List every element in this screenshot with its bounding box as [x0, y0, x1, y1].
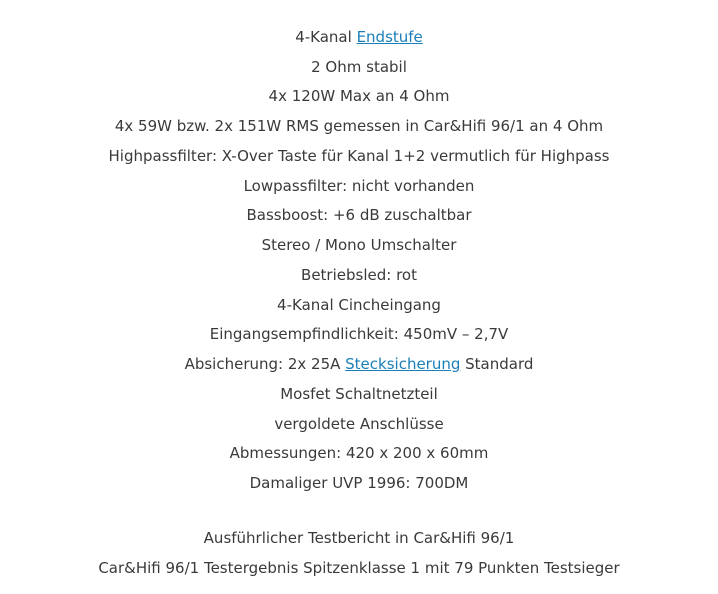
spec-line-impedance: 2 Ohm stabil: [311, 58, 407, 76]
spec-title-text: 4-Kanal: [295, 28, 357, 46]
spec-line-led: Betriebsled: rot: [301, 266, 417, 284]
endstufe-link[interactable]: Endstufe: [356, 28, 423, 46]
spec-line-lowpass: Lowpassfilter: nicht vorhanden: [243, 177, 475, 195]
spec-line-input: 4-Kanal Cincheingang: [277, 296, 441, 314]
spec-line-max-power: 4x 120W Max an 4 Ohm: [268, 87, 450, 105]
spec-line-highpass: Highpassfilter: X-Over Taste für Kanal 1+2 vermutlich für Highpass: [108, 147, 610, 165]
spec-line-dimensions: Abmessungen: 420 x 200 x 60mm: [229, 444, 489, 462]
spec-line-fuse: [0, 354, 718, 374]
fuse-prefix-text: Absicherung: 2x 25A: [184, 355, 346, 373]
fuse-suffix-text: Standard: [460, 355, 534, 373]
spec-line-psu: Mosfet Schaltnetzteil: [280, 385, 438, 403]
spec-line-bassboost: Bassboost: +6 dB zuschaltbar: [246, 206, 472, 224]
test-result-line: Car&Hifi 96/1 Testergebnis Spitzenklasse 1 mit 79 Punkten Testsieger: [98, 559, 620, 577]
spec-line-price: Damaliger UVP 1996: 700DM: [249, 474, 469, 492]
spec-line-sensitivity: Eingangsempfindlichkeit: 450mV – 2,7V: [209, 325, 509, 343]
test-report-line: Ausführlicher Testbericht in Car&Hifi 96/1: [203, 529, 515, 547]
spec-line-rms-power: 4x 59W bzw. 2x 151W RMS gemessen in Car&Hifi 96/1 an 4 Ohm: [114, 117, 604, 135]
stecksicherung-link[interactable]: Stecksicherung: [345, 355, 461, 373]
spec-line-connectors: vergoldete Anschlüsse: [274, 415, 444, 433]
spec-line-stereo-mono: Stereo / Mono Umschalter: [261, 236, 457, 254]
spec-line-title: [0, 27, 718, 47]
